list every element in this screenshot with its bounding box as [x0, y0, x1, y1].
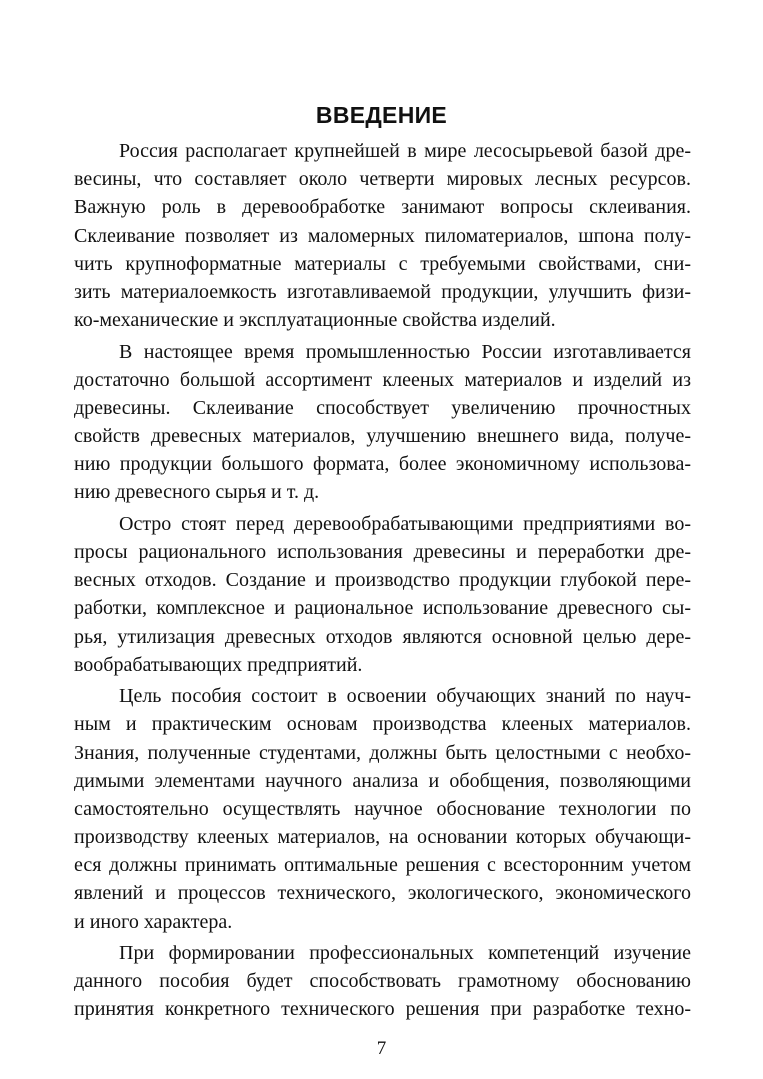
- text-line: Россия располагает крупнейшей в мире лесосырьевой базой дре-: [119, 140, 691, 162]
- text-line: вообрабатывающих предприятий.: [74, 653, 363, 676]
- text-line: Важную роль в деревообработке занимают вопросы склеивания.: [74, 196, 691, 219]
- paragraph: [74, 510, 691, 679]
- paragraph: [74, 682, 691, 936]
- text-line: данного пособия будет способствовать грамотному обоснованию: [74, 970, 691, 993]
- body-text: [74, 137, 691, 1027]
- text-line: еся должны принимать оптимальные решения с всесторонним учетом: [74, 854, 691, 877]
- text-line: Знания, полученные студентами, должны быть целостными с необхо-: [74, 741, 691, 764]
- text-line: весины, что составляет около четверти мировых лесных ресурсов.: [74, 168, 691, 191]
- text-line: принятия конкретного технического решения при разработке техно-: [74, 998, 691, 1021]
- paragraph: [74, 939, 691, 1024]
- text-line: При формировании профессиональных компетенций изучение: [119, 942, 691, 964]
- paragraph: [74, 137, 691, 334]
- text-line: Склеивание позволяет из маломерных пиломатериалов, шпона полу-: [74, 224, 691, 247]
- text-line: весных отходов. Создание и производство продукции глубокой пере-: [74, 569, 691, 592]
- text-line: просы рационального использования древесины и переработки дре-: [74, 541, 691, 563]
- text-line: димыми элементами научного анализа и обобщения, позволяющими: [74, 769, 691, 792]
- text-line: ным и практическим основам производства клееных материалов.: [74, 713, 691, 736]
- text-line: нию древесного сырья и т. д.: [74, 481, 320, 504]
- text-line: зить материалоемкость изготавливаемой продукции, улучшить физи-: [74, 280, 691, 303]
- text-line: производству клееных материалов, на основании которых обучающи-: [74, 826, 691, 849]
- text-line: самостоятельно осуществлять научное обоснование технологии по: [74, 797, 691, 820]
- text-line: Остро стоят перед деревообрабатывающими предприятиями во-: [119, 512, 691, 535]
- text-line: и иного характера.: [74, 910, 233, 933]
- page-title: ВВЕДЕНИЕ: [315, 102, 448, 128]
- text-line: достаточно большой ассортимент клееных материалов и изделий из: [74, 368, 691, 391]
- text-line: рья, утилизация древесных отходов являются основной целью дере-: [74, 625, 691, 648]
- text-line: В настоящее время промышленностью России изготавливается: [119, 340, 691, 363]
- text-line: Цель пособия состоит в освоении обучающих знаний по науч-: [119, 685, 691, 708]
- text-line: древесины. Склеивание способствует увеличению прочностных: [74, 396, 691, 419]
- text-line: чить крупноформатные материалы с требуемыми свойствами, сни-: [74, 252, 691, 275]
- text-line: явлений и процессов технического, экологического, экономического: [74, 882, 691, 905]
- text-line: свойств древесных материалов, улучшению внешнего вида, получе-: [74, 425, 691, 448]
- text-line: работки, комплексное и рациональное использование древесного сы-: [74, 597, 691, 620]
- paragraph: [74, 338, 691, 507]
- page-number: 7: [376, 1038, 387, 1059]
- text-line: ко-механические и эксплуатационные свойства изделий.: [74, 309, 556, 332]
- text-line: нию продукции большого формата, более экономичному использова-: [74, 453, 691, 476]
